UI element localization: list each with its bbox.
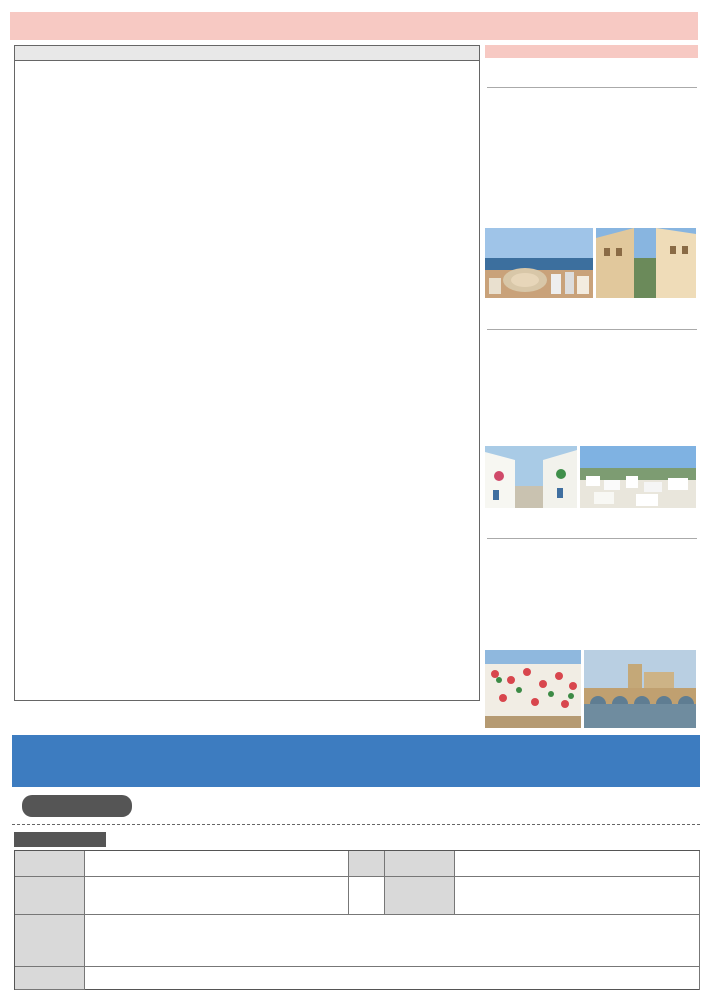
name-label — [15, 877, 85, 915]
address-field[interactable] — [85, 915, 700, 967]
cordoba-title — [487, 515, 697, 539]
header-banner — [10, 12, 698, 40]
malaga-street-photo — [596, 228, 696, 298]
reservation-form — [14, 850, 700, 990]
name-field[interactable] — [85, 877, 349, 915]
itinerary-table — [14, 45, 480, 701]
passport-roman-field[interactable] — [85, 851, 349, 877]
method-label — [22, 795, 132, 817]
passport-roman-label — [15, 851, 85, 877]
reservation-method — [12, 790, 700, 822]
agency-banner — [12, 735, 700, 787]
birth-field[interactable] — [455, 851, 700, 877]
cordoba-patio-photo — [485, 650, 581, 728]
form-label — [14, 832, 106, 847]
room-label — [15, 967, 85, 990]
gender-label — [349, 851, 385, 877]
malaga-bay-photo — [485, 228, 593, 298]
room-field[interactable] — [85, 967, 700, 990]
cordoba-bridge-photo — [584, 650, 696, 728]
address-label — [15, 915, 85, 967]
frigiliana-street-photo — [485, 446, 577, 508]
frigiliana-title — [487, 306, 697, 330]
itinerary-header — [15, 46, 479, 61]
passport-label — [385, 877, 455, 915]
gender-options[interactable] — [349, 877, 385, 915]
frigiliana-village-photo — [580, 446, 696, 508]
form-header — [14, 832, 700, 848]
malaga-title — [487, 64, 697, 88]
cut-line — [12, 824, 700, 832]
passport-field[interactable] — [455, 877, 700, 915]
birth-label — [385, 851, 455, 877]
visit-heading — [485, 45, 698, 58]
